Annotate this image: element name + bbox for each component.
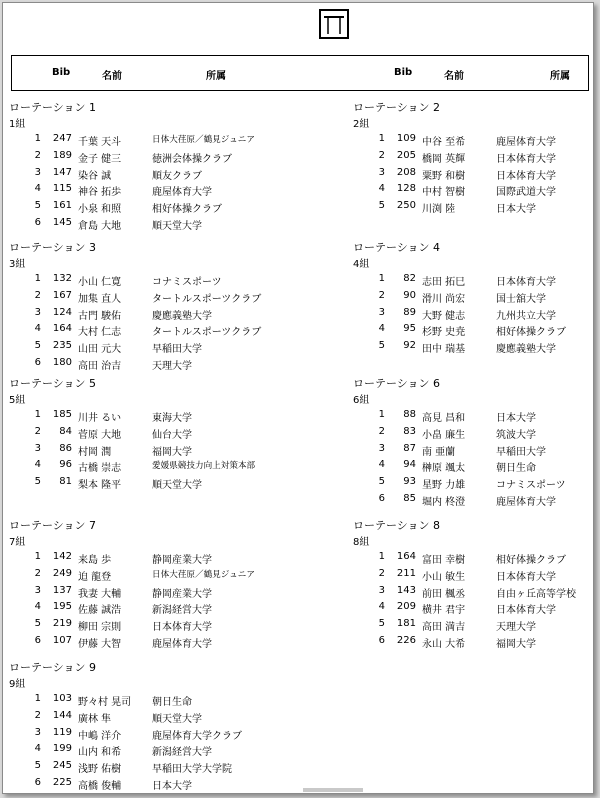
bib-number: 94 xyxy=(403,459,416,471)
athlete-name: 永山 大希 xyxy=(422,638,466,650)
bib-number: 145 xyxy=(52,216,72,228)
athlete-affiliation: 福岡大学 xyxy=(152,446,192,458)
athlete-name: 榊原 颯太 xyxy=(422,463,466,475)
group-label: 9組 xyxy=(9,679,26,690)
rotation-title: ローテーション 8 xyxy=(353,519,441,532)
order-number: 6 xyxy=(378,492,385,504)
bib-number: 161 xyxy=(52,200,72,212)
bib-number: 147 xyxy=(52,166,72,178)
athlete-name: 廣林 隼 xyxy=(78,713,112,725)
athlete-name: 志田 拓巳 xyxy=(422,277,466,288)
order-number: 5 xyxy=(378,476,385,488)
athlete-affiliation: 新潟経営大学 xyxy=(152,747,212,759)
athlete-affiliation: 順友クラブ xyxy=(152,170,202,182)
bib-number: 124 xyxy=(52,306,72,318)
group-label: 5組 xyxy=(9,395,26,406)
order-number: 4 xyxy=(378,601,385,613)
athlete-affiliation: 日本体育大学 xyxy=(496,571,556,583)
athlete-affiliation: 日体大荏原／鶴見ジュニア xyxy=(152,569,255,580)
athlete-name: 中嶋 洋介 xyxy=(78,730,122,742)
order-number: 1 xyxy=(34,409,41,420)
rotation-title: ローテーション 9 xyxy=(9,661,97,674)
athlete-affiliation: 静岡産業大学 xyxy=(152,588,212,600)
athlete-affiliation: コナミスポーツ xyxy=(496,480,566,492)
bib-number: 185 xyxy=(52,409,72,420)
athlete-name: 山田 元大 xyxy=(78,344,122,356)
athlete-affiliation: コナミスポーツ xyxy=(152,277,222,288)
athlete-name: 梨本 隆平 xyxy=(78,480,122,492)
order-number: 1 xyxy=(34,273,41,284)
page-bottom-mark xyxy=(303,788,363,792)
athlete-affiliation: タートルスポーツクラブ xyxy=(152,327,262,339)
athlete-affiliation: 筑波大学 xyxy=(496,429,536,441)
column-header-bar xyxy=(11,55,589,91)
athlete-affiliation: 日本大学 xyxy=(496,204,536,216)
order-number: 2 xyxy=(378,567,385,579)
bib-number: 86 xyxy=(59,442,72,454)
athlete-affiliation: 順天堂大学 xyxy=(152,713,202,725)
athlete-affiliation: 九州共立大学 xyxy=(496,310,556,322)
order-number: 1 xyxy=(378,551,385,562)
order-number: 5 xyxy=(378,340,385,352)
athlete-name: 中村 智樹 xyxy=(422,187,466,199)
athlete-affiliation: 国際武道大学 xyxy=(496,187,556,199)
rotation-title: ローテーション 5 xyxy=(9,377,97,390)
athlete-affiliation: 日本体育大学 xyxy=(496,153,556,165)
bib-number: 144 xyxy=(52,709,72,721)
bib-number: 235 xyxy=(52,340,72,352)
athlete-name: 小山 仁寛 xyxy=(78,277,122,288)
athlete-affiliation: 鹿屋体育大学 xyxy=(496,496,556,508)
athlete-name: 星野 力雄 xyxy=(422,480,466,492)
athlete-affiliation: 相好体操クラブ xyxy=(496,327,566,339)
group-label: 6組 xyxy=(353,395,370,406)
athlete-name: 前田 楓丞 xyxy=(422,588,466,600)
athlete-affiliation: 順天堂大学 xyxy=(152,220,202,232)
name-header-left: 名前 xyxy=(102,71,122,82)
athlete-name: 柳田 宗則 xyxy=(78,622,122,634)
bib-number: 180 xyxy=(52,356,72,368)
bib-number: 205 xyxy=(396,149,416,161)
group-label: 7組 xyxy=(9,537,26,548)
order-number: 3 xyxy=(378,166,385,178)
bib-number: 164 xyxy=(52,323,72,335)
bib-number: 93 xyxy=(403,476,416,488)
order-number: 1 xyxy=(34,551,41,562)
order-number: 2 xyxy=(378,425,385,437)
bib-number: 225 xyxy=(52,776,72,788)
bib-number: 219 xyxy=(52,618,72,630)
bib-number: 119 xyxy=(52,726,72,738)
order-number: 3 xyxy=(34,584,41,596)
order-number: 5 xyxy=(34,476,41,488)
athlete-name: 高見 昌和 xyxy=(422,413,466,424)
athlete-affiliation: 日本体育大学 xyxy=(496,605,556,617)
bib-number: 83 xyxy=(403,425,416,437)
athlete-affiliation: 早稲田大学大学院 xyxy=(152,764,232,776)
rotation-title: ローテーション 1 xyxy=(9,101,97,114)
athlete-affiliation: 自由ヶ丘高等学校 xyxy=(496,588,576,600)
bib-number: 96 xyxy=(59,459,72,471)
order-number: 4 xyxy=(34,459,41,471)
athlete-name: 富田 幸樹 xyxy=(422,555,466,566)
name-header-right: 名前 xyxy=(444,71,464,82)
order-number: 4 xyxy=(378,323,385,335)
order-number: 1 xyxy=(378,133,385,144)
bib-number: 84 xyxy=(59,425,72,437)
athlete-name: 南 亜蘭 xyxy=(422,446,456,458)
athlete-affiliation: 早稲田大学 xyxy=(496,446,546,458)
bib-number: 143 xyxy=(396,584,416,596)
order-number: 4 xyxy=(34,323,41,335)
order-number: 1 xyxy=(34,133,41,144)
athlete-affiliation: 天理大学 xyxy=(152,360,192,372)
athlete-affiliation: 日本体育大学 xyxy=(152,622,212,634)
bib-header-right: Bib xyxy=(394,67,413,78)
athlete-name: 金子 健三 xyxy=(78,153,122,165)
order-number: 3 xyxy=(34,166,41,178)
group-label: 1組 xyxy=(9,119,26,130)
bib-number: 115 xyxy=(52,183,72,195)
athlete-affiliation: 天理大学 xyxy=(496,622,536,634)
athlete-name: 来島 歩 xyxy=(78,555,112,566)
order-number: 4 xyxy=(34,743,41,755)
athlete-name: 川渕 陸 xyxy=(422,204,456,216)
athlete-affiliation: 日本体育大学 xyxy=(496,170,556,182)
athlete-name: 大野 健志 xyxy=(422,310,466,322)
athlete-name: 伊藤 大智 xyxy=(78,638,122,650)
athlete-affiliation: 日本大学 xyxy=(496,413,536,424)
order-number: 1 xyxy=(378,273,385,284)
athlete-affiliation: 相好体操クラブ xyxy=(152,204,222,216)
order-number: 6 xyxy=(34,634,41,646)
bib-number: 109 xyxy=(396,133,416,144)
bib-number: 137 xyxy=(52,584,72,596)
order-number: 3 xyxy=(378,306,385,318)
order-number: 5 xyxy=(378,200,385,212)
order-number: 2 xyxy=(34,289,41,301)
athlete-affiliation: 日本体育大学 xyxy=(496,277,556,288)
athlete-name: 浅野 佑樹 xyxy=(78,764,122,776)
athlete-affiliation: タートルスポーツクラブ xyxy=(152,293,262,305)
bib-number: 250 xyxy=(396,200,416,212)
athlete-name: 中谷 至希 xyxy=(422,137,466,148)
athlete-name: 迫 龍登 xyxy=(78,571,112,583)
athlete-name: 大村 仁志 xyxy=(78,327,122,339)
order-number: 3 xyxy=(34,726,41,738)
order-number: 5 xyxy=(34,760,41,772)
bib-number: 167 xyxy=(52,289,72,301)
athlete-name: 田中 瑞基 xyxy=(422,344,466,356)
athlete-affiliation: 慶應義塾大学 xyxy=(152,310,212,322)
group-label: 4組 xyxy=(353,259,370,270)
athlete-name: 高橋 俊輔 xyxy=(78,780,122,792)
order-number: 4 xyxy=(378,183,385,195)
order-number: 3 xyxy=(34,306,41,318)
bib-number: 87 xyxy=(403,442,416,454)
bib-number: 142 xyxy=(52,551,72,562)
athlete-affiliation: 鹿屋体育大学 xyxy=(496,137,556,148)
bib-number: 199 xyxy=(52,743,72,755)
athlete-affiliation: 新潟経営大学 xyxy=(152,605,212,617)
affiliation-header-left: 所属 xyxy=(206,71,226,82)
bib-number: 209 xyxy=(396,601,416,613)
athlete-name: 千葉 天斗 xyxy=(78,137,122,148)
athlete-affiliation: 相好体操クラブ xyxy=(496,555,566,566)
athlete-name: 杉野 史尭 xyxy=(422,327,466,339)
bib-number: 89 xyxy=(403,306,416,318)
order-number: 6 xyxy=(34,216,41,228)
athlete-name: 小泉 和照 xyxy=(78,204,122,216)
bib-number: 245 xyxy=(52,760,72,772)
order-number: 5 xyxy=(34,200,41,212)
athlete-affiliation: 慶應義塾大学 xyxy=(496,344,556,356)
order-number: 2 xyxy=(34,567,41,579)
athlete-affiliation: 福岡大学 xyxy=(496,638,536,650)
athlete-name: 橋岡 英輝 xyxy=(422,153,466,165)
athlete-name: 横井 君宇 xyxy=(422,605,466,617)
order-number: 2 xyxy=(34,425,41,437)
order-number: 1 xyxy=(378,409,385,420)
athlete-name: 滑川 尚宏 xyxy=(422,293,466,305)
bib-number: 107 xyxy=(52,634,72,646)
order-number: 3 xyxy=(34,442,41,454)
athlete-affiliation: 国士舘大学 xyxy=(496,293,546,305)
athlete-name: 古門 駿佑 xyxy=(78,310,122,322)
athlete-affiliation: 東海大学 xyxy=(152,413,192,424)
order-number: 2 xyxy=(378,289,385,301)
athlete-name: 古橋 崇志 xyxy=(78,463,122,475)
athlete-affiliation: 朝日生命 xyxy=(496,463,536,475)
order-number: 3 xyxy=(378,584,385,596)
athlete-affiliation: 日体大荏原／鶴見ジュニア xyxy=(152,135,255,145)
start-list-page xyxy=(2,2,594,794)
group-label: 8組 xyxy=(353,537,370,548)
athlete-affiliation: 鹿屋体育大学 xyxy=(152,638,212,650)
bib-number: 226 xyxy=(396,634,416,646)
order-number: 4 xyxy=(34,183,41,195)
bib-number: 208 xyxy=(396,166,416,178)
group-label: 3組 xyxy=(9,259,26,270)
athlete-affiliation: 早稲田大学 xyxy=(152,344,202,356)
athlete-name: 堀内 柊澄 xyxy=(422,496,466,508)
athlete-name: 神谷 拓歩 xyxy=(78,187,122,199)
order-number: 2 xyxy=(34,709,41,721)
rotation-title: ローテーション 2 xyxy=(353,101,441,114)
bib-number: 90 xyxy=(403,289,416,301)
affiliation-header-right: 所属 xyxy=(550,71,570,82)
order-number: 4 xyxy=(34,601,41,613)
bib-number: 249 xyxy=(52,567,72,579)
athlete-name: 川井 るい xyxy=(78,413,122,424)
order-number: 6 xyxy=(34,776,41,788)
order-number: 6 xyxy=(34,356,41,368)
horizontal-bar-icon xyxy=(319,9,349,39)
athlete-name: 佐藤 誠浩 xyxy=(78,605,122,617)
order-number: 3 xyxy=(378,442,385,454)
bib-header-left: Bib xyxy=(52,67,71,78)
order-number: 4 xyxy=(378,459,385,471)
athlete-name: 小山 敏生 xyxy=(422,571,466,583)
bib-number: 128 xyxy=(396,183,416,195)
athlete-affiliation: 仙台大学 xyxy=(152,429,192,441)
athlete-affiliation: 日本大学 xyxy=(152,780,192,792)
athlete-affiliation: 静岡産業大学 xyxy=(152,555,212,566)
order-number: 2 xyxy=(34,149,41,161)
bib-number: 247 xyxy=(52,133,72,144)
bib-number: 164 xyxy=(396,551,416,562)
athlete-name: 高田 満吉 xyxy=(422,622,466,634)
athlete-name: 菅原 大地 xyxy=(78,429,122,441)
group-label: 2組 xyxy=(353,119,370,130)
athlete-affiliation: 朝日生命 xyxy=(152,697,192,708)
rotation-title: ローテーション 7 xyxy=(9,519,97,532)
bib-number: 103 xyxy=(52,693,72,704)
bib-number: 195 xyxy=(52,601,72,613)
athlete-name: 小畠 廉生 xyxy=(422,429,466,441)
rotation-title: ローテーション 4 xyxy=(353,241,441,254)
bib-number: 189 xyxy=(52,149,72,161)
order-number: 2 xyxy=(378,149,385,161)
order-number: 5 xyxy=(34,618,41,630)
athlete-affiliation: 徳洲会体操クラブ xyxy=(152,153,232,165)
athlete-affiliation: 鹿屋体育大学クラブ xyxy=(152,730,242,742)
order-number: 5 xyxy=(34,340,41,352)
bib-number: 85 xyxy=(403,492,416,504)
athlete-name: 倉島 大地 xyxy=(78,220,122,232)
order-number: 5 xyxy=(378,618,385,630)
athlete-affiliation: 愛媛県競技力向上対策本部 xyxy=(152,461,256,472)
bib-number: 81 xyxy=(59,476,72,488)
athlete-affiliation: 鹿屋体育大学 xyxy=(152,187,212,199)
order-number: 1 xyxy=(34,693,41,704)
athlete-name: 粟野 和樹 xyxy=(422,170,466,182)
athlete-affiliation: 順天堂大学 xyxy=(152,480,202,492)
rotation-title: ローテーション 6 xyxy=(353,377,441,390)
athlete-name: 村岡 潤 xyxy=(78,446,112,458)
bib-number: 211 xyxy=(396,567,416,579)
bib-number: 92 xyxy=(403,340,416,352)
athlete-name: 我妻 大輔 xyxy=(78,588,122,600)
bib-number: 181 xyxy=(396,618,416,630)
athlete-name: 染谷 誠 xyxy=(78,170,112,182)
bib-number: 132 xyxy=(52,273,72,284)
athlete-name: 高田 治吉 xyxy=(78,360,122,372)
athlete-name: 野々村 晃司 xyxy=(78,697,132,708)
bib-number: 88 xyxy=(403,409,416,420)
athlete-name: 加集 直人 xyxy=(78,293,122,305)
athlete-name: 山内 和希 xyxy=(78,747,122,759)
bib-number: 82 xyxy=(403,273,416,284)
bib-number: 95 xyxy=(403,323,416,335)
rotation-title: ローテーション 3 xyxy=(9,241,97,254)
order-number: 6 xyxy=(378,634,385,646)
